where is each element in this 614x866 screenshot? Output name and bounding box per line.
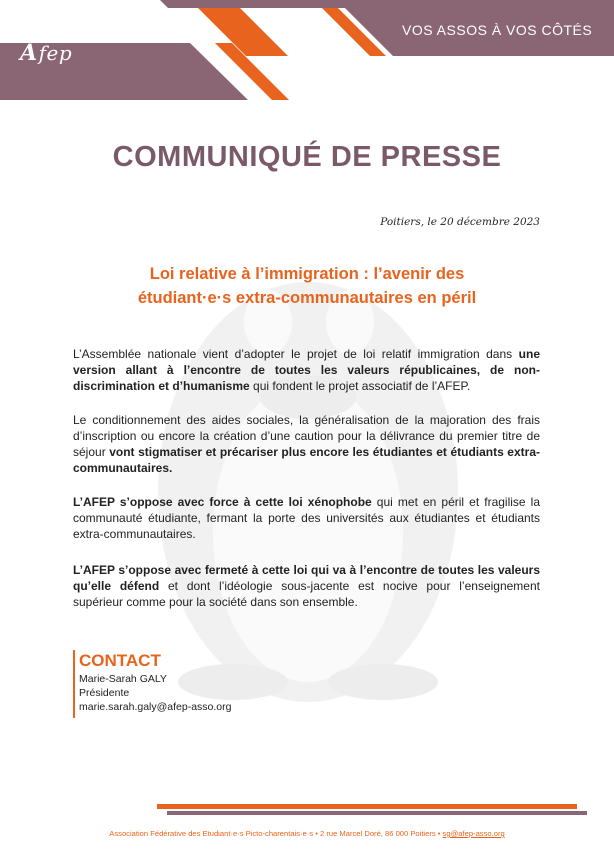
- paragraph-4: [73, 562, 540, 610]
- footer-address: [0, 829, 614, 838]
- afep-logo: [20, 40, 72, 66]
- contact-name: Marie-Sarah GALY: [79, 673, 167, 685]
- header-banner: [0, 0, 614, 100]
- headline: [70, 262, 544, 310]
- contact-role: Présidente: [79, 687, 130, 699]
- paragraph-2: [73, 412, 540, 476]
- page-title: COMMUNIQUÉ DE PRESSE: [112, 141, 502, 173]
- p2-bold-1: vont stigmatiser et précariser plus encore les étudiantes et étudiants extra-communautaires.: [73, 445, 540, 475]
- headline-line-1: Loi relative à l’immigration : l’avenir des: [149, 265, 465, 283]
- header-mauve-band-top: [160, 0, 614, 8]
- footer-orange-bar: [157, 804, 577, 809]
- date-line: Poitiers, le 20 décembre 2023: [380, 216, 540, 228]
- p1-text-2: qui fondent le projet associatif de l’AFEP.: [249, 379, 471, 393]
- headline-line-2: étudiant·e·s extra-communautaires en péril: [137, 289, 477, 307]
- header-orange-stripe-top: [198, 8, 288, 56]
- p1-text-1: L’Assemblée nationale vient d’adopter le projet de loi relatif immigration dans: [73, 347, 519, 361]
- footer-bars: [0, 800, 614, 820]
- paragraph-3: [73, 494, 540, 542]
- logo-mark: A: [20, 40, 38, 66]
- watermark-foot-right: [328, 664, 438, 700]
- contact-block: [73, 650, 231, 718]
- p4-bold-1: L’AFEP s’oppose avec fermeté à cette loi qui va à l’encontre de toutes les valeurs qu’elle défend: [73, 563, 540, 593]
- footer-mauve-bar: [167, 811, 587, 815]
- p3-bold-1: L’AFEP s’oppose avec force à cette loi xénophobe: [73, 495, 372, 509]
- footer-email-link[interactable]: sg@afep-asso.org: [442, 829, 505, 838]
- contact-email[interactable]: marie.sarah.galy@afep-asso.org: [79, 701, 232, 713]
- p3-text-1: qui met en péril et fragilise la communauté étudiante, fermant la porte des universités aux étudiantes et étudiants extra-communautaires.: [73, 495, 541, 541]
- p4-text-1: et dont l’idéologie sous-jacente est nocive pour l’enseignement supérieur comme pour la société dans son ensemble.: [73, 579, 540, 609]
- paragraph-1: [73, 346, 540, 394]
- contact-title: CONTACT: [79, 651, 161, 670]
- footer-address-text: Association Fédérative des Etudiant·e·s Picto-charentais·e·s • 2 rue Marcel Doré, 86 000 Poitiers •: [109, 829, 443, 838]
- header-tagline: VOS ASSOS À VOS CÔTÉS: [402, 22, 593, 38]
- logo-text: fep: [38, 41, 73, 65]
- p2-text-1: Le conditionnement des aides sociales, la généralisation de la majoration des frais d’inscription ou encore la création d’une caution pour la délivrance du premier titre de séjour: [73, 413, 540, 459]
- p1-bold-1: une version allant à l’encontre de toutes les valeurs républicaines, de non-discrimination et d’humanisme: [73, 347, 540, 393]
